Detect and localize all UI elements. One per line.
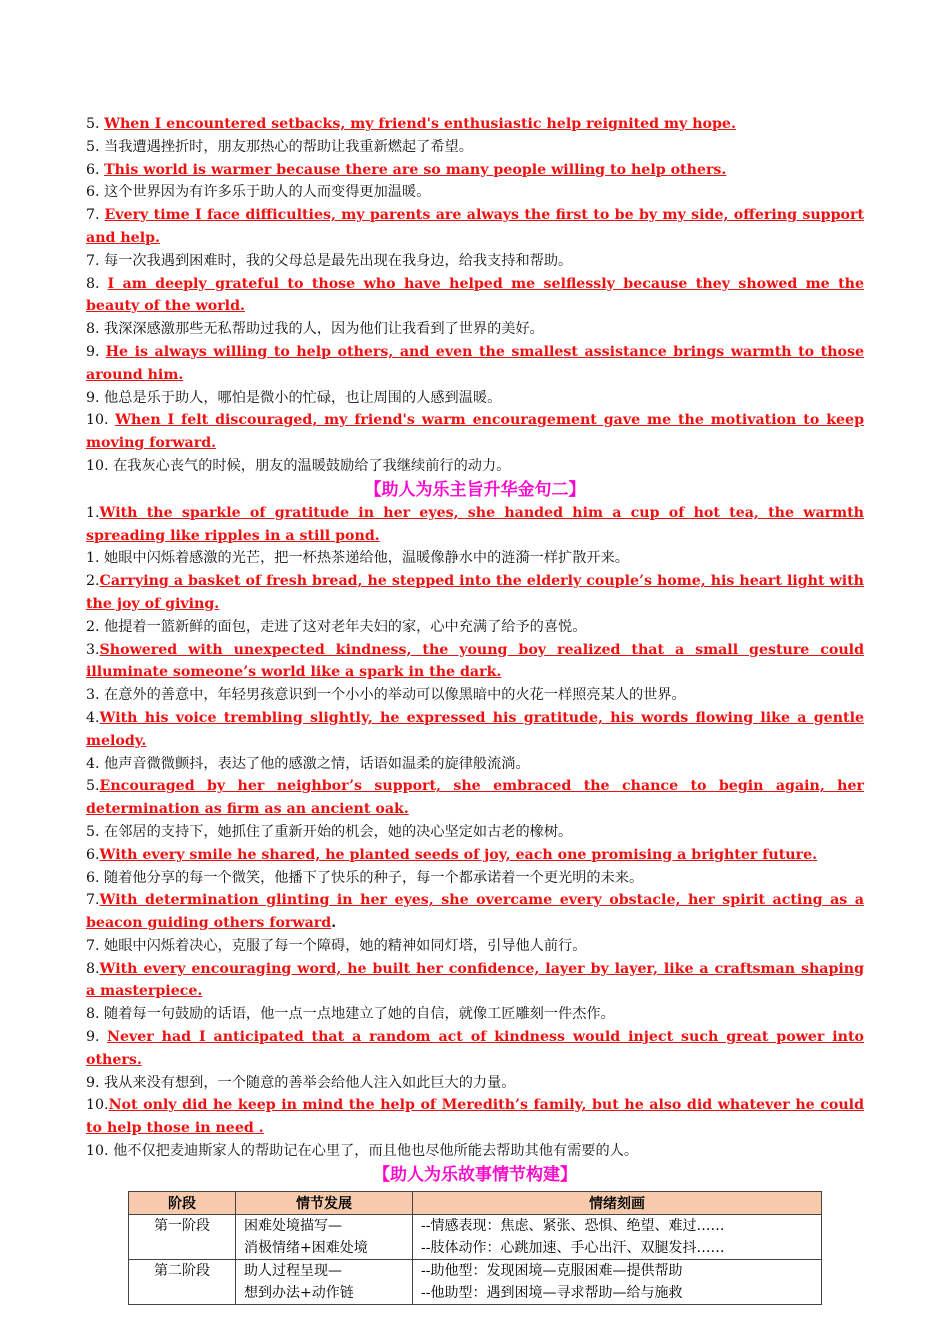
english-text: When I encountered setbacks, my friend's enthusiastic help reignited my hope. bbox=[104, 116, 736, 132]
column-header-emotion: 情绪刻画 bbox=[413, 1191, 822, 1214]
plot-structure-table bbox=[128, 1191, 822, 1305]
sentence-pair bbox=[86, 159, 864, 205]
english-text: Encouraged by her neighbor’s support, she embraced the chance to begin again, her determination as firm as an ancient oak. bbox=[86, 778, 864, 818]
chinese-translation: 6. 这个世界因为有许多乐于助人的人而变得更加温暖。 bbox=[86, 184, 431, 201]
chinese-translation: 3. 在意外的善意中，年轻男孩意识到一个小小的举动可以像黑暗中的火花一样照亮某人的世界。 bbox=[86, 687, 686, 704]
english-text: When I felt discouraged, my friend's warm encouragement gave me the motivation to keep moving forward. bbox=[86, 412, 864, 452]
sentence-pair bbox=[86, 341, 864, 409]
sentence-pair bbox=[86, 775, 864, 843]
sentence-pair bbox=[86, 570, 864, 638]
document-body bbox=[86, 113, 864, 1305]
english-text: Carrying a basket of fresh bread, he stepped into the elderly couple’s home, his heart light with the joy of giving. bbox=[86, 573, 864, 612]
sentence-pair bbox=[86, 273, 864, 341]
chinese-translation: 10. 他不仅把麦迪斯家人的帮助记在心里了，而且他也尽他所能去帮助其他有需要的人。 bbox=[86, 1143, 639, 1160]
emotion-cell: --情感表现：焦虑、紧张、恐惧、绝望、难过…… --肢体动作：心跳加速、手心出汗、双腿发抖…… bbox=[413, 1214, 822, 1259]
chinese-translation: 5. 在邻居的支持下，她抓住了重新开始的机会，她的决心坚定如古老的橡树。 bbox=[86, 823, 573, 840]
sentence-pair bbox=[86, 639, 864, 707]
english-text: Every time I face difficulties, my parents are always the first to be by my side, offering support and help. bbox=[86, 207, 864, 246]
english-text: He is always willing to help others, and even the smallest assistance brings warmth to those around him. bbox=[86, 343, 864, 383]
english-sentence: 8. I am deeply grateful to those who have helped me selflessly because they showed me the beauty of the world. bbox=[86, 275, 864, 315]
english-sentence: 6.With every smile he shared, he planted seeds of joy, each one promising a brighter future. bbox=[86, 846, 818, 863]
column-header-stage: 阶段 bbox=[129, 1191, 236, 1214]
chinese-translation: 1. 她眼中闪烁着感激的光芒，把一杯热茶递给他，温暖像静水中的涟漪一样扩散开来。 bbox=[86, 550, 629, 567]
chinese-translation: 6. 随着他分享的每一个微笑，他播下了快乐的种子，每一个都承诺着一个更光明的未来。 bbox=[86, 869, 644, 886]
plot-cell: 困难处境描写— 消极情绪+困难处境 bbox=[236, 1214, 413, 1259]
emotion-cell: --助他型：发现困境—克服困难—提供帮助 --他助型：遇到困境—寻求帮助—给与施救 bbox=[413, 1259, 822, 1304]
column-header-plot: 情节发展 bbox=[236, 1191, 413, 1214]
english-sentence: 3.Showered with unexpected kindness, the young boy realized that a small gesture could illuminate someone’s world like a spark in the dark. bbox=[86, 641, 864, 681]
sentence-pair bbox=[86, 889, 864, 957]
chinese-translation: 9. 我从来没有想到，一个随意的善举会给他人注入如此巨大的力量。 bbox=[86, 1074, 516, 1091]
english-text: With every encouraging word, he built her confidence, layer by layer, like a craftsman shaping a masterpiece. bbox=[86, 960, 864, 1000]
english-sentence: 7. Every time I face difficulties, my parents are always the first to be by my side, offering support and help. bbox=[86, 207, 864, 246]
english-text: With the sparkle of gratitude in her eyes, she handed him a cup of hot tea, the warmth spreading like ripples in a still pond. bbox=[86, 504, 864, 544]
sentence-pair bbox=[86, 113, 864, 159]
sentence-list-1 bbox=[86, 113, 864, 478]
english-text: I am deeply grateful to those who have helped me selflessly because they showed me the beauty of the world. bbox=[86, 275, 864, 315]
sentence-list-2 bbox=[86, 502, 864, 1163]
stage-cell: 第一阶段 bbox=[129, 1214, 236, 1259]
english-text: This world is warmer because there are so many people willing to help others. bbox=[104, 161, 727, 178]
section-heading-golden-sentences: 【助人为乐主旨升华金句二】 bbox=[364, 479, 586, 500]
english-text: Not only did he keep in mind the help of Meredith’s family, but he also did whatever he could to help those in need . bbox=[86, 1097, 864, 1137]
english-sentence: 5.Encouraged by her neighbor’s support, she embraced the chance to begin again, her determination as firm as an ancient oak. bbox=[86, 778, 864, 818]
sentence-pair bbox=[86, 844, 864, 890]
english-sentence: 8.With every encouraging word, he built her confidence, layer by layer, like a craftsman shaping a masterpiece. bbox=[86, 960, 864, 1000]
plot-cell: 助人过程呈现— 想到办法+动作链 bbox=[236, 1259, 413, 1304]
sentence-pair bbox=[86, 707, 864, 775]
chinese-translation: 10. 在我灰心丧气的时候，朋友的温暖鼓励给了我继续前行的动力。 bbox=[86, 457, 511, 474]
sentence-pair bbox=[86, 502, 864, 570]
chinese-translation: 2. 他提着一篮新鲜的面包，走进了这对老年夫妇的家，心中充满了给予的喜悦。 bbox=[86, 618, 587, 635]
sentence-pair bbox=[86, 1094, 864, 1162]
english-text: Never had I anticipated that a random act of kindness would inject such great power into others. bbox=[86, 1029, 864, 1068]
chinese-translation: 7. 她眼中闪烁着决心，克服了每一个障碍，她的精神如同灯塔，引导他人前行。 bbox=[86, 937, 587, 954]
english-sentence: 2.Carrying a basket of fresh bread, he stepped into the elderly couple’s home, his heart light with the joy of giving. bbox=[86, 573, 864, 612]
english-sentence: 1.With the sparkle of gratitude in her eyes, she handed him a cup of hot tea, the warmth spreading like ripples in a still pond. bbox=[86, 504, 864, 544]
english-sentence: 5. When I encountered setbacks, my friend's enthusiastic help reignited my hope. bbox=[86, 116, 736, 132]
stage-cell: 第二阶段 bbox=[129, 1259, 236, 1304]
table-header-row bbox=[129, 1191, 822, 1214]
english-sentence: 10. When I felt discouraged, my friend's warm encouragement gave me the motivation to keep moving forward. bbox=[86, 412, 864, 452]
english-text: Showered with unexpected kindness, the young boy realized that a small gesture could illuminate someone’s world like a spark in the dark. bbox=[86, 641, 864, 681]
english-sentence: 10.Not only did he keep in mind the help of Meredith’s family, but he also did whatever he could to help those in need . bbox=[86, 1097, 864, 1137]
chinese-translation: 7. 每一次我遇到困难时，我的父母总是最先出现在我身边，给我支持和帮助。 bbox=[86, 252, 573, 269]
table-row bbox=[129, 1259, 822, 1304]
sentence-pair bbox=[86, 204, 864, 272]
english-sentence: 7.With determination glinting in her eyes, she overcame every obstacle, her spirit acting as a beacon guiding others forward. bbox=[86, 892, 864, 932]
english-text: With every smile he shared, he planted seeds of joy, each one promising a brighter future. bbox=[99, 846, 818, 863]
sentence-pair bbox=[86, 1026, 864, 1094]
chinese-translation: 8. 随着每一句鼓励的话语，他一点一点地建立了她的自信，就像工匠雕刻一件杰作。 bbox=[86, 1006, 615, 1023]
english-sentence: 4.With his voice trembling slightly, he expressed his gratitude, his words flowing like a gentle melody. bbox=[86, 709, 864, 749]
section-heading-story-plot: 【助人为乐故事情节构建】 bbox=[373, 1164, 577, 1185]
english-sentence: 9. Never had I anticipated that a random act of kindness would inject such great power into others. bbox=[86, 1029, 864, 1068]
english-sentence: 6. This world is warmer because there are so many people willing to help others. bbox=[86, 161, 727, 178]
english-sentence: 9. He is always willing to help others, and even the smallest assistance brings warmth to those around him. bbox=[86, 343, 864, 383]
english-text: With his voice trembling slightly, he expressed his gratitude, his words flowing like a gentle melody. bbox=[86, 709, 864, 749]
chinese-translation: 8. 我深深感激那些无私帮助过我的人，因为他们让我看到了世界的美好。 bbox=[86, 321, 544, 338]
chinese-translation: 5. 当我遭遇挫折时，朋友那热心的帮助让我重新燃起了希望。 bbox=[86, 138, 473, 155]
table-row bbox=[129, 1214, 822, 1259]
english-text: With determination glinting in her eyes, she overcame every obstacle, her spirit acting as a beacon guiding others forward bbox=[86, 892, 864, 932]
chinese-translation: 4. 他声音微微颤抖，表达了他的感激之情，话语如温柔的旋律般流淌。 bbox=[86, 755, 530, 772]
sentence-pair bbox=[86, 958, 864, 1026]
sentence-pair bbox=[86, 409, 864, 477]
chinese-translation: 9. 他总是乐于助人，哪怕是微小的忙碌，也让周围的人感到温暖。 bbox=[86, 389, 502, 406]
